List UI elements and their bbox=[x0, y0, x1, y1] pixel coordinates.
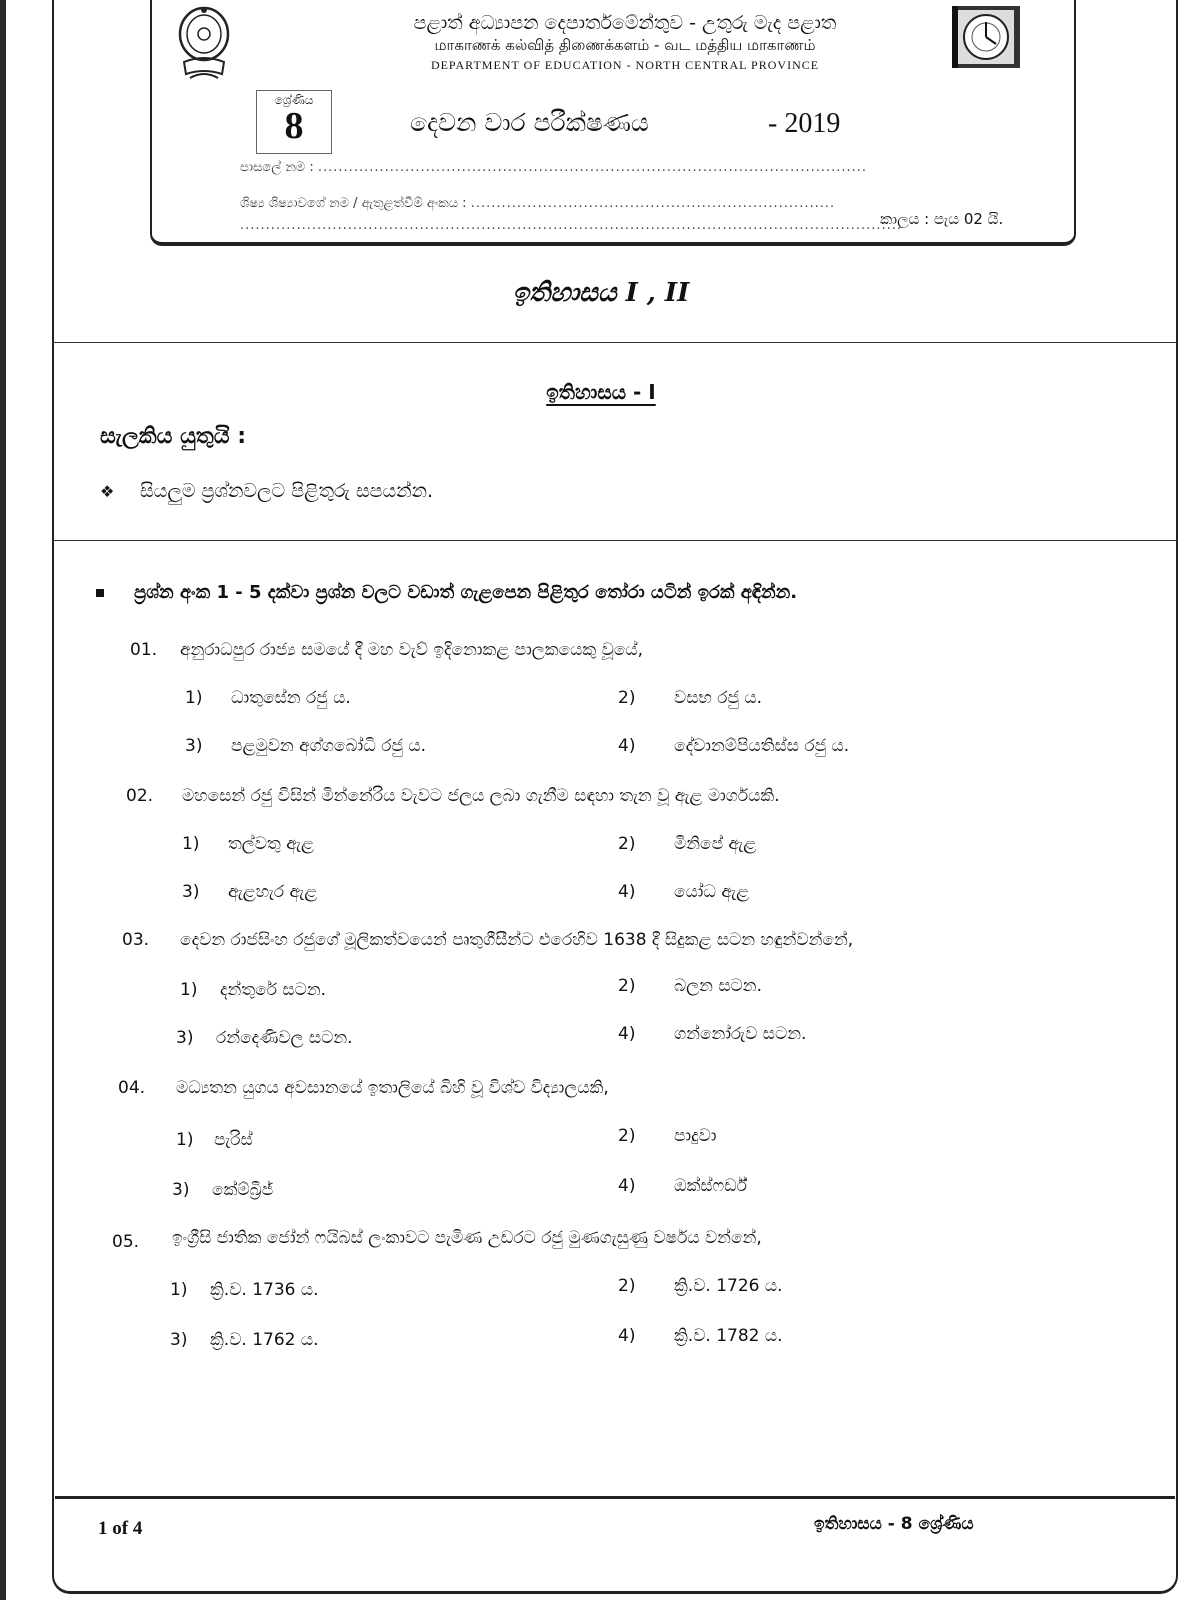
option-4[interactable]: 4) දේවානම්පියතිස්ස රජු ය. bbox=[618, 736, 850, 756]
divider-top bbox=[52, 342, 1178, 343]
question-number: 01. bbox=[130, 640, 158, 660]
question-4 bbox=[0, 1078, 1202, 1228]
option-1[interactable]: 1) ක්‍රි.ව. 1736 ය. bbox=[170, 1280, 319, 1300]
department-name-tamil: மாகாணக் கல்வித் திணைக்களம் - வட மத்திய மாகாணம் bbox=[434, 36, 816, 54]
student-name-label: ශිෂ්‍ය ශිෂ්‍යාවගේ නම / ඇතුළත්වීම් අංකය : bbox=[240, 196, 467, 211]
department-name-english: DEPARTMENT OF EDUCATION - NORTH CENTRAL PROVINCE bbox=[430, 58, 820, 72]
divider-middle bbox=[52, 540, 1178, 541]
question-3 bbox=[0, 930, 1202, 1080]
page-number: 1 of 4 bbox=[98, 1518, 143, 1539]
question-text: අනුරාධපුර රාජ්‍ය සමයේ දී මහ වැව් ඉදිනොකළ පාලකයෙකු වූයේ, bbox=[180, 640, 643, 660]
option-3[interactable]: 3) ක්‍රි.ව. 1762 ය. bbox=[170, 1330, 319, 1350]
student-name-blank: ....................................................................... bbox=[470, 196, 836, 211]
notice-heading: සැලකිය යුතුයි : bbox=[100, 424, 247, 449]
student-name-field[interactable] bbox=[240, 196, 835, 211]
question-number: 02. bbox=[126, 786, 154, 806]
question-text: දෙවන රාජසිංහ රජුගේ මූලිකත්වයෙන් පෘතුගීසීන්ට එරෙහිව 1638 දී සිදුකළ සටන හඳුන්වන්නේ, bbox=[180, 930, 854, 950]
paper-title: ඉතිහාසය I , II bbox=[512, 278, 690, 308]
question-1 bbox=[0, 640, 1202, 790]
instruction bbox=[100, 480, 433, 502]
student-name-blank-continued: ................................................................................................................................. bbox=[240, 218, 903, 233]
option-1[interactable]: 1) තල්වතු ඇළ bbox=[182, 834, 314, 854]
department-name-sinhala: පළාත් අධ්‍යාපන දෙපාර්තමේන්තුව - උතුරු මැද පළාත bbox=[413, 12, 837, 34]
option-2[interactable]: 2) ක්‍රි.ව. 1726 ය. bbox=[618, 1276, 783, 1296]
question-2 bbox=[0, 786, 1202, 936]
question-text: මහසෙන් රජු විසින් මින්නේරිය වැවට ජලය ලබා ගැනීම සඳහා තැන වූ ඇළ මාර්ගයකි. bbox=[182, 786, 780, 806]
option-2[interactable]: 2) පාදුවා bbox=[618, 1126, 717, 1146]
option-4[interactable]: 4) ඔක්ස්ෆර්ඩ් bbox=[618, 1176, 747, 1196]
footer-subject-grade: ඉතිහාසය - 8 ශ්‍රේණිය bbox=[814, 1514, 974, 1534]
option-4[interactable]: 4) ගන්නෝරුව සටන. bbox=[618, 1024, 807, 1044]
option-1[interactable]: 1) දන්තුරේ සටන. bbox=[180, 980, 327, 1000]
diamond-bullet-icon: ❖ bbox=[100, 482, 115, 501]
school-name-field[interactable] bbox=[240, 160, 867, 175]
time-allowed: කාලය : පැය 02 යි. bbox=[880, 210, 1004, 228]
grade-label: ශ්‍රේණිය bbox=[274, 93, 314, 107]
option-3[interactable]: 3) කේම්බ්‍රිජ් bbox=[172, 1180, 274, 1200]
grade-box bbox=[256, 90, 332, 154]
option-3[interactable]: 3) ඇළහැර ඇළ bbox=[182, 882, 318, 902]
option-1[interactable]: 1) ධාතුසේන රජු ය. bbox=[185, 688, 351, 708]
question-number: 04. bbox=[118, 1078, 146, 1098]
exam-title: දෙවන වාර පරීක්ෂණය bbox=[410, 108, 649, 137]
square-bullet-icon bbox=[96, 589, 104, 597]
option-4[interactable]: 4) යෝධ ඇළ bbox=[618, 882, 750, 902]
option-3[interactable]: 3) පළමුවන අග්ගබෝධි රජු ය. bbox=[185, 736, 427, 756]
question-text: මධ්‍යතන යුගය අවසානයේ ඉතාලියේ බිහි වූ විශ්ව විද්‍යාලයකි, bbox=[176, 1078, 609, 1098]
task-text: ප්‍රශ්න අංක 1 - 5 දක්වා ප්‍රශ්න වලට වඩාත් ගැළපෙන පිළිතුර තෝරා යටින් ඉරක් අඳින්න. bbox=[134, 582, 798, 603]
instruction-text: සියලුම ප්‍රශ්නවලට පිළිතුරු සපයන්න. bbox=[140, 480, 434, 502]
question-number: 05. bbox=[112, 1232, 140, 1252]
option-2[interactable]: 2) වසභ රජු ය. bbox=[618, 688, 763, 708]
task-instruction bbox=[96, 582, 797, 603]
question-number: 03. bbox=[122, 930, 150, 950]
footer-divider bbox=[55, 1496, 1175, 1499]
school-name-label: පාසලේ නම : bbox=[240, 160, 314, 175]
exam-year: - 2019 bbox=[768, 108, 841, 139]
school-name-blank: ........................................................................................................... bbox=[317, 160, 868, 175]
option-1[interactable]: 1) පැරිස් bbox=[176, 1130, 253, 1150]
question-text: ඉංග්‍රීසි ජාතික ජෝන් ෆයිබස් ලංකාවට පැමිණ උඩරට රජු මුණගැසුණු වර්ෂය වන්නේ, bbox=[172, 1228, 762, 1248]
section-title bbox=[0, 380, 1202, 404]
question-5 bbox=[0, 1228, 1202, 1378]
sri-lanka-emblem-icon bbox=[176, 4, 232, 82]
department-logo-icon bbox=[950, 4, 1022, 70]
option-3[interactable]: 3) රන්දෙණිවල සටන. bbox=[176, 1028, 353, 1048]
option-2[interactable]: 2) මිනිපේ ඇළ bbox=[618, 834, 757, 854]
grade-number: 8 bbox=[284, 105, 304, 147]
option-4[interactable]: 4) ක්‍රි.ව. 1782 ය. bbox=[618, 1326, 783, 1346]
section-title-text: ඉතිහාසය - I bbox=[546, 380, 656, 404]
option-2[interactable]: 2) බලන සටන. bbox=[618, 976, 762, 996]
